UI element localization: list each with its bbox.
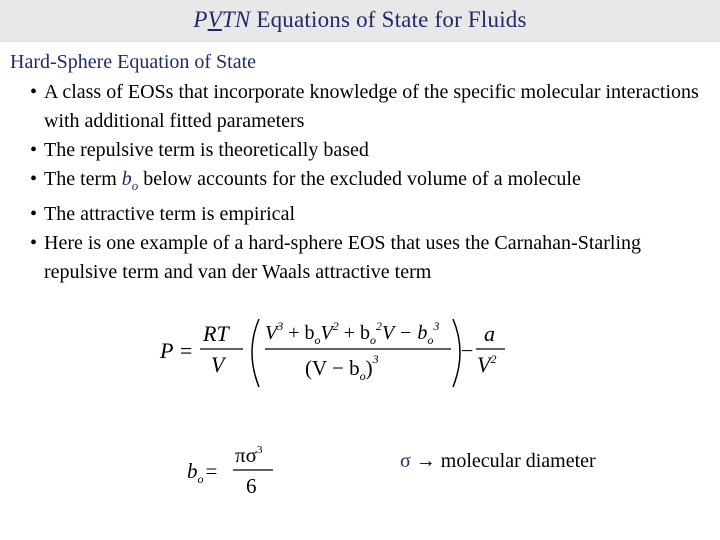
bo-equation <box>185 440 285 500</box>
bo-symbol <box>121 168 139 193</box>
eq-den-close: ) <box>365 356 373 380</box>
eq-num-v3: V <box>265 322 278 344</box>
bullet-text: A class of EOSs that incorporate knowledge of the specific molecular interactions with additional fitted parameters <box>44 81 699 132</box>
b-subscript: o <box>131 178 139 193</box>
eq-lhs: P = <box>160 338 194 363</box>
eq2-num: πσ <box>235 443 257 467</box>
svg-text:V2 <box>477 352 496 377</box>
eq-den-sub: o <box>359 369 366 383</box>
eq-num-plus-b1: + b <box>283 322 315 344</box>
eq-minus: − <box>461 338 474 363</box>
eq-num-exp3: 3 <box>277 319 284 333</box>
title-bar <box>0 0 720 42</box>
bullet-dot: • <box>30 203 38 225</box>
svg-text:V3 + boV2 + bo2V − bo3 <box>265 319 439 347</box>
bullet-item <box>30 229 710 287</box>
bullet-text-before: The term <box>44 168 122 190</box>
bullet-dot: • <box>30 139 38 161</box>
eq-v: V <box>211 352 225 377</box>
svg-text:bo= <box>187 459 217 486</box>
bullet-text: The attractive term is empirical <box>44 203 295 225</box>
eq-num-sub2: o <box>370 333 376 347</box>
bullet-dot: • <box>30 168 38 190</box>
sigma-text: → molecular diameter <box>410 450 596 472</box>
bullet-dot: • <box>30 232 38 254</box>
bullet-dot: • <box>30 81 38 103</box>
eq-right-paren <box>453 319 460 387</box>
b-letter: b <box>121 168 132 190</box>
title-p: P <box>193 7 208 32</box>
bullet-item <box>30 165 710 200</box>
eq-v2-exp: 2 <box>490 352 497 366</box>
eq-num-exp-b3: 3 <box>433 319 440 333</box>
hard-sphere-equation <box>155 315 515 390</box>
svg-text:(V − bo)3 <box>305 352 379 383</box>
bullet-item <box>30 136 710 165</box>
eq-num-sub1: o <box>314 333 321 347</box>
bullet-text: Here is one example of a hard-sphere EOS that uses the Carnahan-Starling repulsive term and van der Waals attractive term <box>44 232 642 283</box>
eq-den: (V − b <box>305 356 360 380</box>
eq2-num-exp: 3 <box>256 444 263 456</box>
bullet-item <box>30 78 710 136</box>
bullet-list <box>30 78 710 287</box>
sigma-note <box>400 450 596 473</box>
eq-left-paren <box>252 319 259 387</box>
eq2-den: 6 <box>246 474 257 498</box>
section-heading: Hard-Sphere Equation of State <box>10 51 257 73</box>
eq2-b: b <box>187 459 198 483</box>
svg-text:πσ3 <box>235 443 263 467</box>
eq-rt: RT <box>203 321 229 346</box>
eq-num-vminusb: V − b <box>382 322 428 344</box>
eq-v2: V <box>477 352 491 377</box>
bullet-item <box>30 200 710 229</box>
title-tn: TN <box>221 7 251 32</box>
bullet-text-after: below accounts for the excluded volume of a molecule <box>138 168 581 190</box>
eq-num-v2: V <box>320 322 333 344</box>
eq-num-plus-b2: + b <box>338 322 370 344</box>
eq2-eq: = <box>205 459 218 483</box>
eq-a: a <box>484 321 495 346</box>
eq2-sub: o <box>197 472 204 486</box>
eq-num-exp-b2: 2 <box>376 319 382 333</box>
sigma-symbol: σ <box>400 450 411 472</box>
page-title <box>193 7 526 33</box>
title-v: V <box>207 7 222 32</box>
bullet-text: The repulsive term is theoretically based <box>44 139 369 161</box>
title-rest: Equations of State for Fluids <box>250 7 527 32</box>
eq-num-exp2: 2 <box>332 319 339 333</box>
eq-num-sub3: o <box>427 333 434 347</box>
eq-den-exp: 3 <box>372 352 379 366</box>
